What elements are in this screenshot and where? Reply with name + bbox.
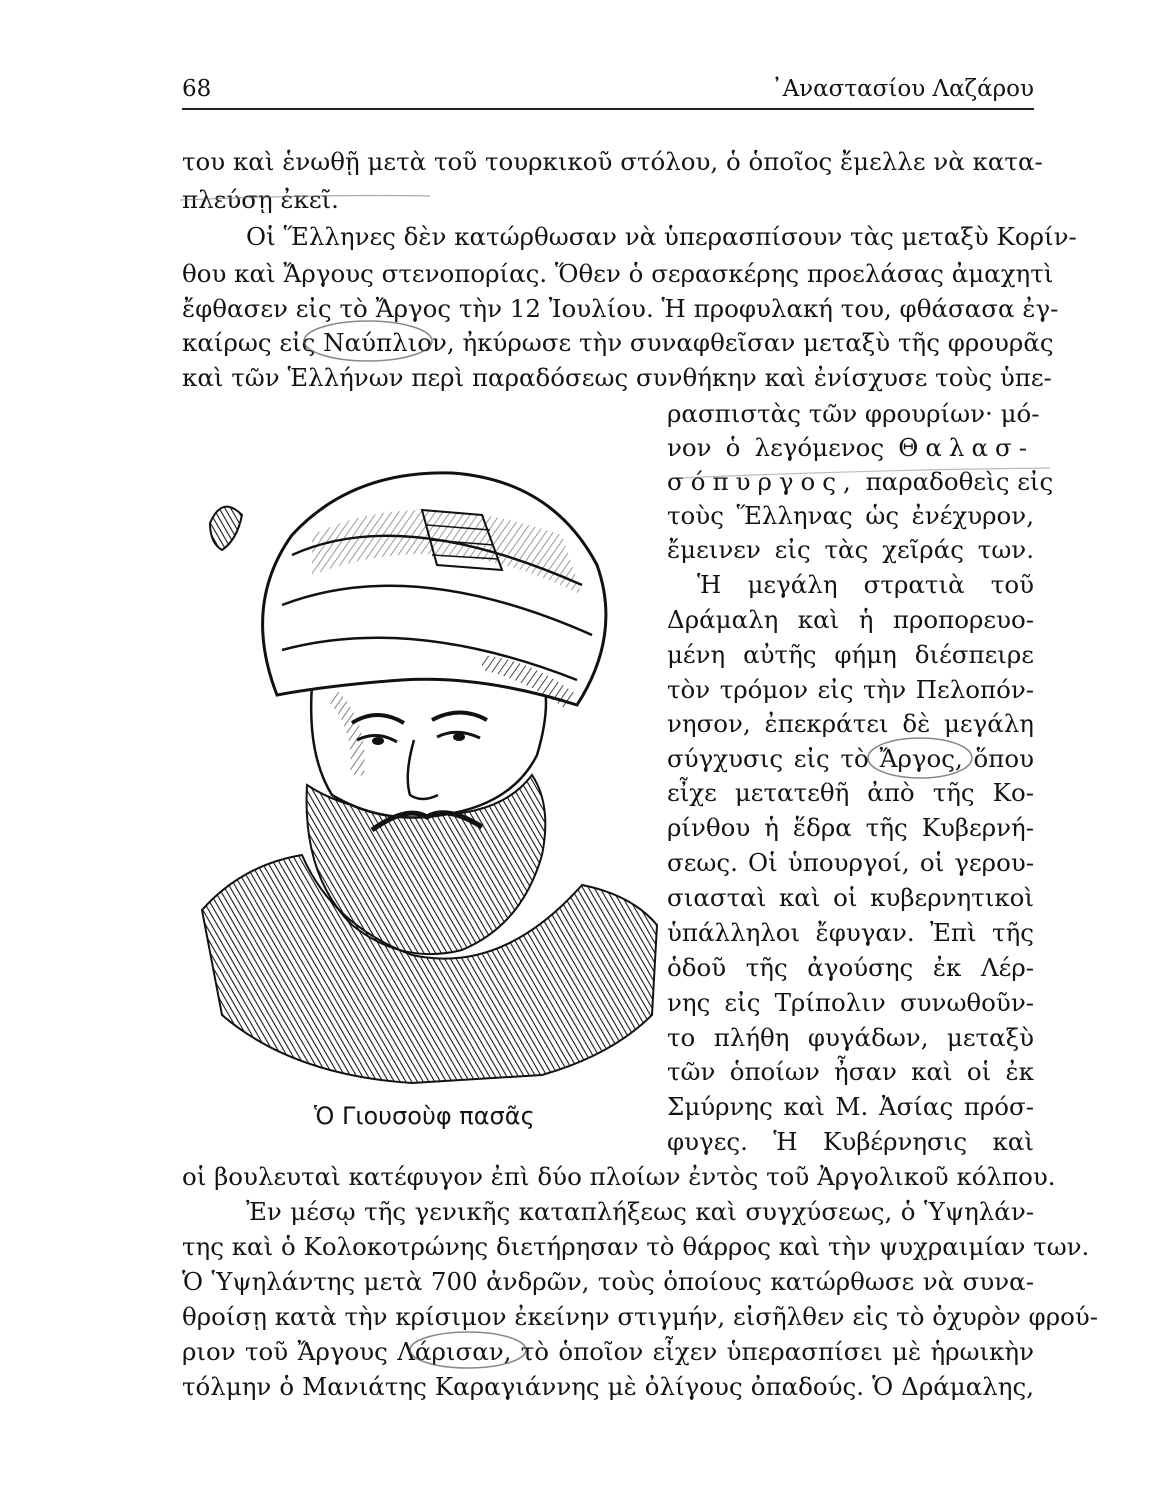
page-number: 68 — [182, 76, 212, 102]
portrait-engraving-icon — [182, 455, 664, 1095]
text-line: τοὺς Ἕλληνας ὡς ἐνέχυρον, — [667, 501, 1034, 530]
text-line: ριον τοῦ Ἄργους Λάρισαν, τὸ ὁποῖον εἶχεν ὑπερασπίσει μὲ ἡρωικὴν — [182, 1337, 1034, 1366]
text-line: σύγχυσις εἰς τὸ Ἄργος, ὅπου — [667, 744, 1034, 773]
text-line: ὁδοῦ τῆς ἀγούσης ἐκ Λέρ- — [667, 953, 1034, 982]
spaced-name: σόπυργος, — [667, 467, 858, 496]
text-line: καίρως εἰς Ναύπλιον, ἠκύρωσε τὴν συναφθεῖσαν μεταξὺ τῆς φρουρᾶς — [182, 328, 1054, 357]
text-line: Ὁ Ὑψηλάντης μετὰ 700 ἀνδρῶν, τοὺς ὁποίους κατώρθωσε νὰ συνα- — [182, 1267, 1034, 1296]
text-line: ἔφθασεν εἰς τὸ Ἄργος τὴν 12 Ἰουλίου. Ἡ προφυλακή του, φθάσασα ἐγ- — [182, 294, 1059, 323]
text-segment: νον ὁ λεγόμενος — [667, 433, 885, 462]
text-line: Ἐν μέσῳ τῆς γενικῆς καταπλήξεως καὶ συγχύσεως, ὁ Ὑψηλάν- — [246, 1197, 1034, 1226]
text-line: Σμύρνης καὶ Μ. Ἀσίας πρόσ- — [667, 1092, 1034, 1121]
text-line: ρασπιστὰς τῶν φρουρίων· μό- — [667, 399, 1040, 428]
text-line: πλεύσῃ ἐκεῖ. — [182, 185, 339, 214]
text-line: θροίσῃ κατὰ τὴν κρίσιμον ἐκείνην στιγμήν, εἰσῆλθεν εἰς τὸ ὀχυρὸν φρού- — [182, 1302, 1099, 1331]
text-line: οἱ βουλευταὶ κατέφυγον ἐπὶ δύο πλοίων ἐντὸς τοῦ Ἀργολικοῦ κόλπου. — [182, 1162, 1056, 1191]
text-line: τόλμην ὁ Μανιάτης Καραγιάννης μὲ ὀλίγους ὀπαδούς. Ὁ Δράμαλης, — [182, 1372, 1034, 1401]
text-line: καὶ τῶν Ἑλλήνων περὶ παραδόσεως συνθήκην καὶ ἐνίσχυσε τοὺς ὑπε- — [182, 363, 1052, 392]
text-line: νης εἰς Τρίπολιν συνωθοῦν- — [667, 988, 1034, 1017]
text-line: Δράμαλη καὶ ἡ προπορευο- — [667, 605, 1034, 634]
text-line: ἔμεινεν εἰς τὰς χεῖράς των. — [667, 535, 1034, 564]
text-line: της καὶ ὁ Κολοκοτρώνης διετήρησαν τὸ θάρρος καὶ τὴν ψυχραιμίαν των. — [182, 1232, 1090, 1261]
text-line: Ἡ μεγάλη στρατιὰ τοῦ — [697, 570, 1034, 599]
text-line: μένη αὐτῆς φήμη διέσπειρε — [667, 640, 1034, 669]
text-line — [667, 431, 1034, 465]
text-line: το πλήθη φυγάδων, μεταξὺ — [667, 1023, 1034, 1052]
text-line: τὸν τρόμον εἰς τὴν Πελοπόν- — [667, 675, 1034, 704]
text-line — [667, 465, 1054, 499]
text-line: ὑπάλληλοι ἔφυγαν. Ἐπὶ τῆς — [667, 918, 1034, 947]
text-line: του καὶ ἑνωθῇ μετὰ τοῦ τουρκικοῦ στόλου, ὁ ὁποῖος ἔμελλε νὰ κατα- — [182, 147, 1043, 176]
text-line: εἶχε μετατεθῆ ἀπὸ τῆς Κο- — [667, 778, 1034, 807]
text-line: ρίνθου ἡ ἕδρα τῆς Κυβερνή- — [667, 813, 1034, 842]
page-header — [182, 72, 1034, 110]
text-line: Οἱ Ἕλληνες δὲν κατώρθωσαν νὰ ὑπερασπίσουν τὰς μεταξὺ Κορίν- — [246, 222, 1077, 251]
running-head: ᾿Αναστασίου Λαζάρου — [771, 76, 1034, 102]
text-line: σιασταὶ καὶ οἱ κυβερνητικοὶ — [667, 883, 1034, 912]
text-line: θου καὶ Ἄργους στενοπορίας. Ὅθεν ὁ σερασκέρης προελάσας ἀμαχητὶ — [182, 259, 1054, 288]
spaced-name: Θαλασ- — [898, 433, 1034, 462]
text-line: σεως. Οἱ ὑπουργοί, οἱ γερου- — [667, 848, 1034, 877]
text-line: τῶν ὁποίων ἦσαν καὶ οἱ ἐκ — [667, 1057, 1034, 1086]
text-segment: παραδοθεὶς εἰς — [865, 467, 1054, 496]
text-line: νησον, ἐπεκράτει δὲ μεγάλη — [667, 709, 1034, 738]
figure-caption: Ὁ Γιουσοὺφ πασᾶς — [314, 1102, 535, 1130]
text-line: φυγες. Ἡ Κυβέρνησις καὶ — [667, 1127, 1034, 1156]
